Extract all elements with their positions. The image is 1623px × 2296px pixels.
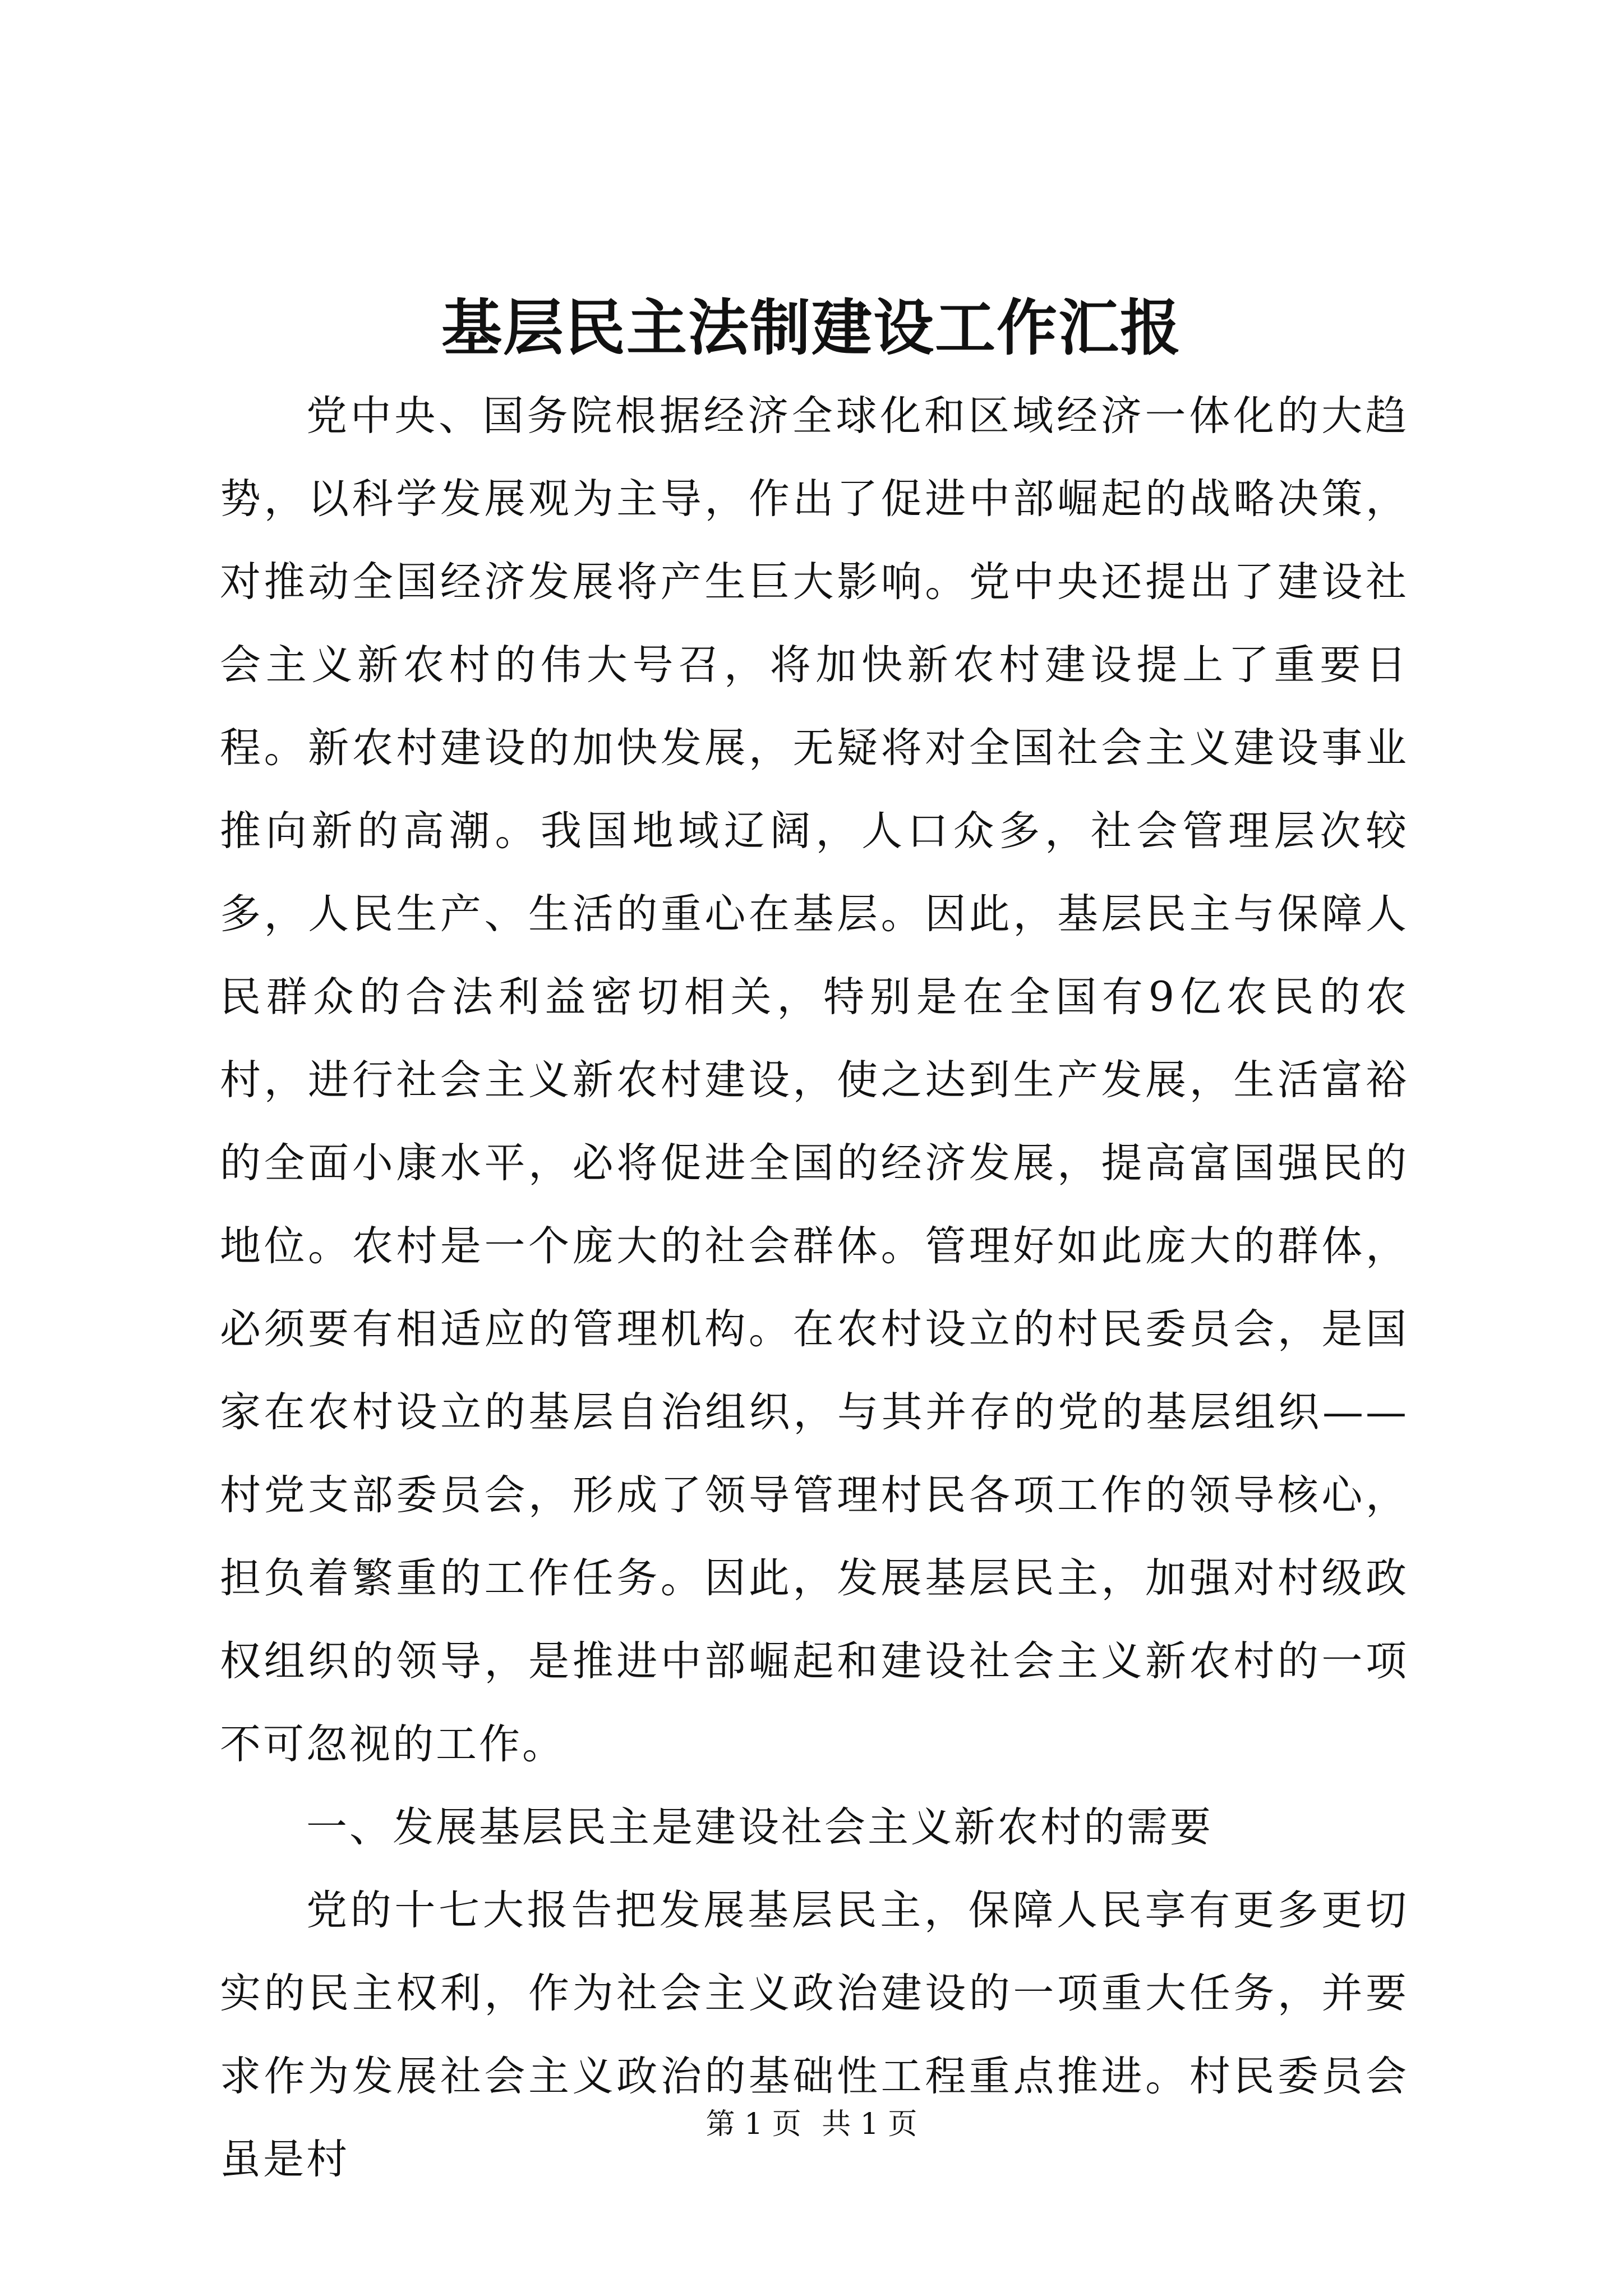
page-number: 第 1 页: [706, 2108, 801, 2141]
paragraph-section-1: 党的十七大报告把发展基层民主，保障人民享有更多更切实的民主权利，作为社会主义政治建设的一项重大任务，并要求作为发展社会主义政治的基础性工程重点推进。村民委员会虽是村: [220, 1887, 1409, 2183]
section-heading-1: 一、发展基层民主是建设社会主义新农村的需要: [306, 1803, 1213, 1851]
document-title: 基层民主法制建设工作汇报: [441, 293, 1182, 364]
document-body: [220, 375, 1409, 2201]
paragraph-intro: 党中央、国务院根据经济全球化和区域经济一体化的大趋势，以科学发展观为主导，作出了促进中部崛起的战略决策，对推动全国经济发展将产生巨大影响。党中央还提出了建设社会主义新农村的伟大号召，将加快新农村建设提上了重要日程。新农村建设的加快发展，无疑将对全国社会主义建设事业推向新的高潮。我国地域辽阔，人口众多，社会管理层次较多，人民生产、生活的重心在基层。因此，基层民主与保障人民群众的合法利益密切相关，特别是在全国有9亿农民的农村，进行社会主义新农村建设，使之达到生产发展，生活富裕的全面小康水平，必将促进全国的经济发展，提高富国强民的地位。农村是一个庞大的社会群体。管理好如此庞大的群体，必须要有相适应的管理机构。在农村设立的村民委员会，是国家在农村设立的基层自治组织，与其并存的党的基层组织——村党支部委员会，形成了领导管理村民各项工作的领导核心，担负着繁重的工作任务。因此，发展基层民主，加强对村级政权组织的领导，是推进中部崛起和建设社会主义新农村的一项不可忽视的工作。: [220, 392, 1409, 1768]
page-footer: [0, 2105, 1623, 2144]
page-total: 共 1 页: [822, 2108, 917, 2141]
